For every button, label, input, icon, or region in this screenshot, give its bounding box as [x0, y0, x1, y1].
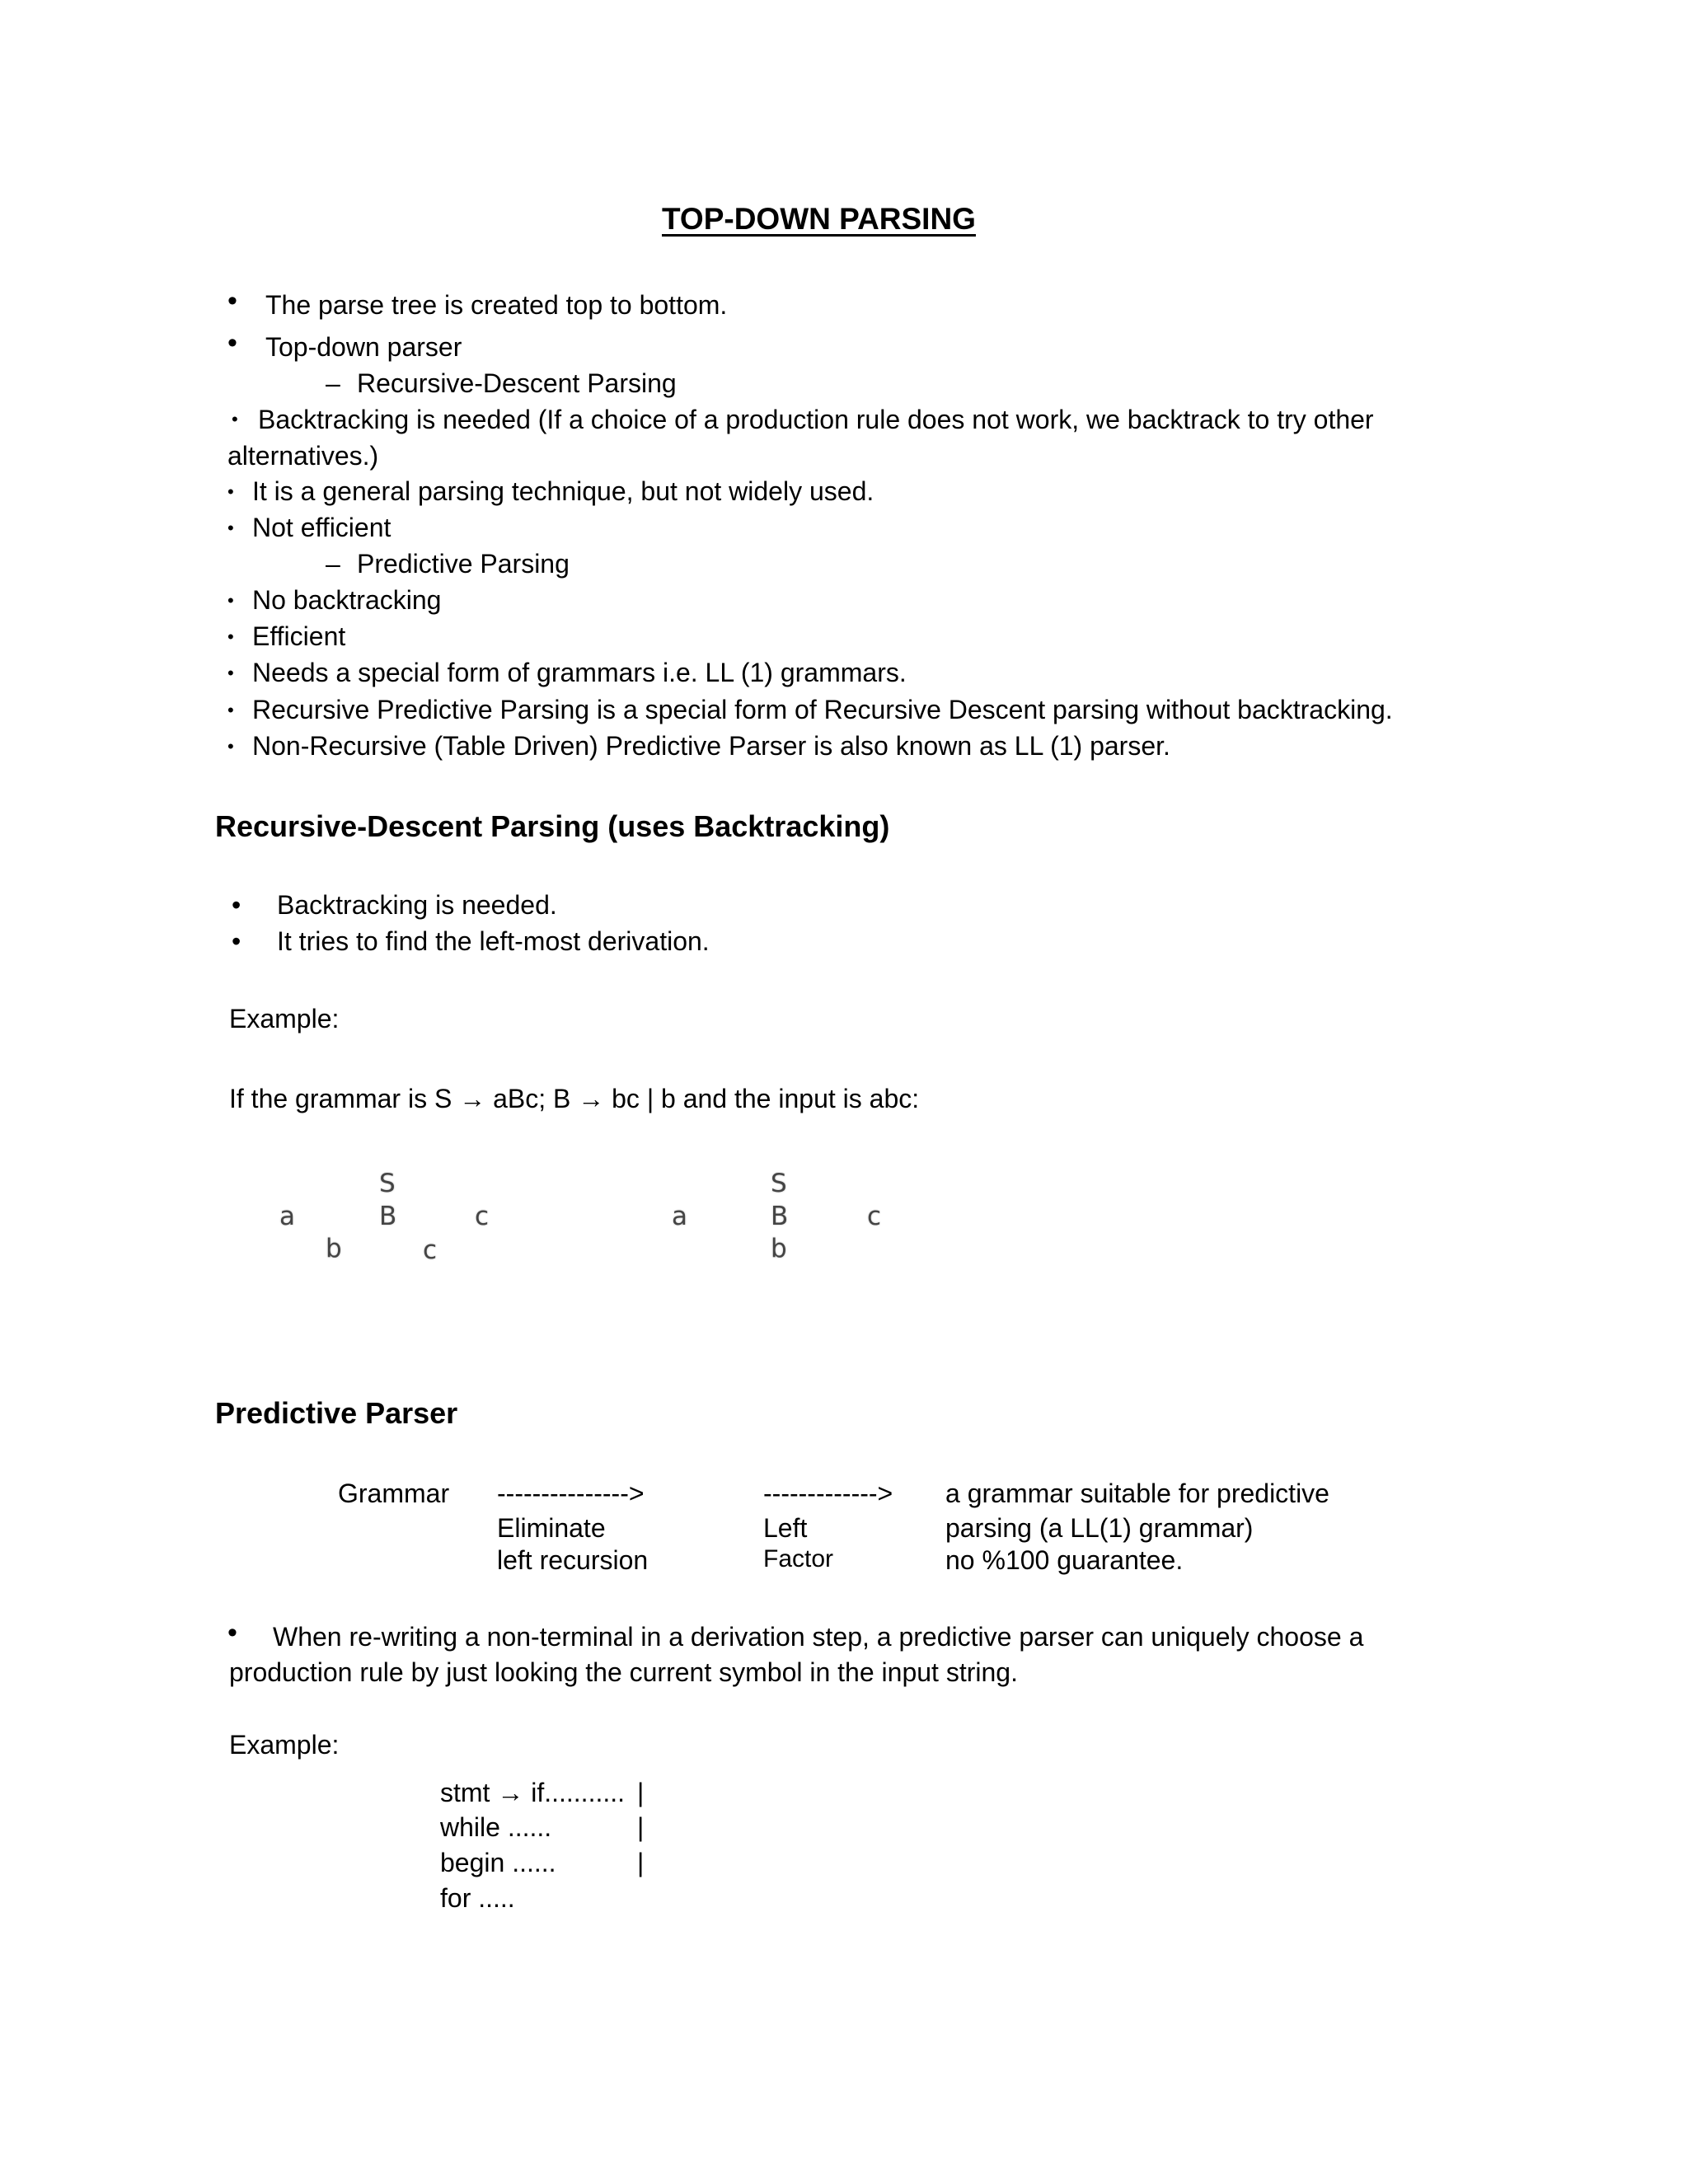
result-line-1: a grammar suitable for predictive	[945, 1479, 1329, 1508]
bar-glyph: |	[637, 1778, 645, 1807]
intro-bullet-2: Top-down parser	[265, 332, 462, 362]
intro-bullet-4: It is a general parsing technique, but not widely used.	[252, 476, 874, 506]
bar-glyph: |	[637, 1812, 645, 1842]
bullet-icon: •	[227, 736, 234, 757]
step-2-line-1: Left	[763, 1513, 808, 1543]
intro-bullet-10: Non-Recursive (Table Driven) Predictive Parser is also known as LL (1) parser.	[252, 731, 1170, 761]
bullet-icon: •	[227, 327, 237, 359]
example-label: Example:	[229, 1004, 340, 1033]
bullet-icon: •	[232, 926, 241, 956]
result-line-2: parsing (a LL(1) grammar)	[945, 1513, 1254, 1543]
tree-node-b: b	[326, 1234, 342, 1263]
stmt-line-4: for .....	[440, 1883, 515, 1913]
intro-bullet-9: Recursive Predictive Parsing is a special form of Recursive Descent parsing without backtracking.	[252, 695, 1393, 724]
intro-bullet-6: No backtracking	[252, 585, 442, 615]
rd-bullet-2: It tries to find the left-most derivation.	[277, 926, 710, 956]
bullet-icon: •	[227, 481, 234, 502]
tree-node-a: a	[279, 1202, 295, 1231]
bullet-icon: •	[227, 663, 234, 683]
intro-bullet-7: Efficient	[252, 621, 346, 651]
tree-node-c: c	[423, 1235, 438, 1265]
dash-icon: –	[326, 368, 340, 398]
bullet-icon: •	[227, 590, 234, 611]
tree-node-c: c	[867, 1202, 882, 1231]
intro-sub-2: Predictive Parsing	[357, 549, 570, 579]
intro-bullet-5: Not efficient	[252, 513, 392, 542]
bullet-icon: •	[232, 409, 238, 429]
intro-sub-1: Recursive-Descent Parsing	[357, 368, 677, 398]
step-1-line-2: left recursion	[497, 1545, 649, 1575]
section-heading-predictive-parser: Predictive Parser	[215, 1396, 458, 1430]
dash-icon: –	[326, 549, 340, 579]
tree-node-S: S	[379, 1169, 396, 1198]
bullet-icon: •	[227, 626, 234, 647]
step-1-line-1: Eliminate	[497, 1513, 606, 1543]
arrow-1: --------------->	[497, 1479, 645, 1508]
pp-bullet-1-line-1: When re-writing a non-terminal in a derivation step, a predictive parser can uniquely choose a	[273, 1622, 1364, 1652]
intro-bullet-3-line-1: Backtracking is needed (If a choice of a production rule does not work, we backtrack to try other	[258, 405, 1374, 434]
section-heading-recursive-descent: Recursive-Descent Parsing (uses Backtracking)	[215, 809, 890, 843]
stmt-line-3: begin ......	[440, 1848, 556, 1877]
bar-glyph: |	[637, 1848, 645, 1877]
tree-node-B: B	[771, 1202, 789, 1231]
rd-bullet-1: Backtracking is needed.	[277, 890, 557, 920]
grammar-line: If the grammar is S → aBc; B → bc | b and the input is abc:	[229, 1084, 920, 1113]
bullet-icon: •	[227, 285, 237, 316]
stmt-line-2: while ......	[440, 1812, 552, 1842]
result-line-3: no %100 guarantee.	[945, 1545, 1184, 1575]
bullet-icon: •	[227, 700, 234, 720]
intro-bullet-8: Needs a special form of grammars i.e. LL (1) grammars.	[252, 658, 907, 687]
bullet-icon: •	[227, 518, 234, 538]
bullet-icon: •	[232, 890, 241, 920]
pp-bullet-1-line-2: production rule by just looking the current symbol in the input string.	[229, 1657, 1018, 1687]
tree-node-c: c	[475, 1202, 490, 1231]
step-2-line-2: Factor	[763, 1545, 834, 1572]
arrow-2: ------------->	[763, 1479, 893, 1508]
page-title: TOP-DOWN PARSING	[662, 202, 976, 236]
tree-node-B: B	[379, 1202, 397, 1231]
intro-bullet-3-line-2: alternatives.)	[227, 441, 379, 471]
grammar-label: Grammar	[338, 1479, 450, 1508]
tree-node-S: S	[771, 1169, 787, 1198]
intro-bullet-1: The parse tree is created top to bottom.	[265, 290, 728, 320]
bullet-icon: •	[227, 1617, 237, 1648]
tree-node-a: a	[672, 1202, 687, 1231]
stmt-line-1: stmt → if...........	[440, 1778, 626, 1807]
tree-node-b: b	[771, 1234, 787, 1263]
example-label: Example:	[229, 1730, 340, 1760]
